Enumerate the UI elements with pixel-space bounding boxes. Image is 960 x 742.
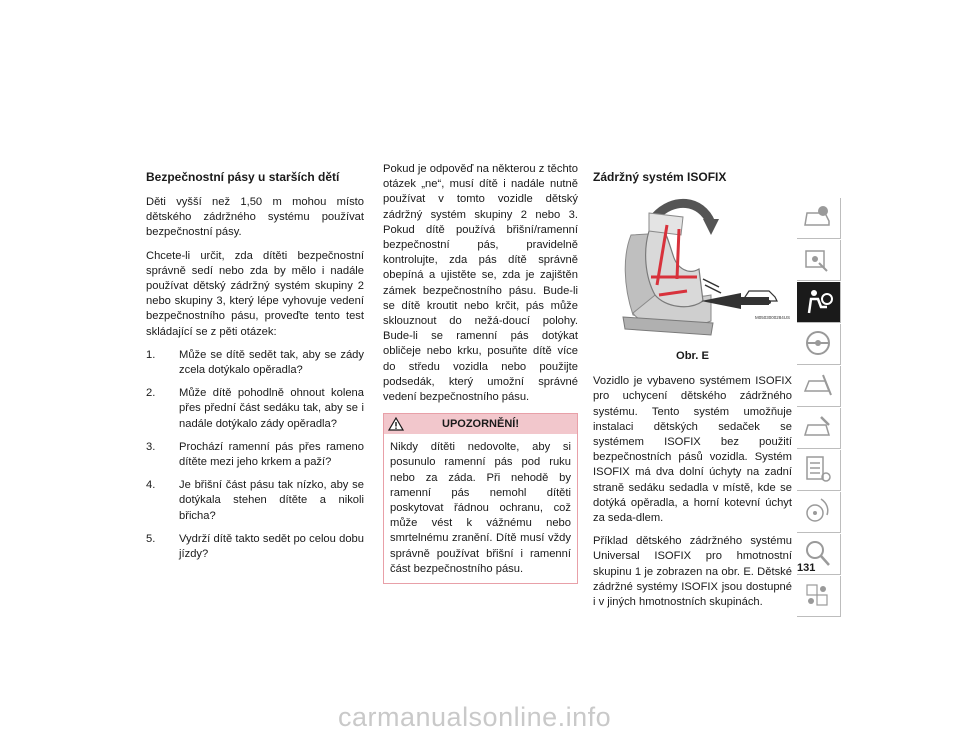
- list-number: 3.: [146, 440, 156, 453]
- list-text: Prochází ramenní pás přes rameno dítěte mezi jeho krkem a paží?: [179, 440, 364, 469]
- list-text: Může dítě pohodlně ohnout kolena přes přední část sedáku tak, aby se i nadále dotýkalo zády opěradla?: [179, 387, 364, 430]
- chapter-tabs: [797, 198, 841, 618]
- tab-dashboard[interactable]: [797, 198, 841, 239]
- language-icon: [801, 579, 835, 611]
- paragraph: Pokud je odpověď na některou z těchto otázek „ne“, musí dítě i nadále nutně používat v tomto vozidle dětský zádržný systém skupiny 2 nebo 3. Pokud dítě používá břišní/ramenní bezpečnostní pás, pravidelně kontrolujte, zda pás dítě správně obepíná a ujistěte se, zda je zajištěn zámek bezpečnostního pásu. Bude-li se dítě kroutit nebo krčit, pás může sklouznout do nežá-doucí polohy. Bude-li se ramenní pás dotýkat obličeje nebo krku, posuňte dítě více do středu vozidla nebo použijte podsedák, který umožní správné vedení bezpečnostního pásu.: [383, 163, 578, 404]
- list-number: 1.: [146, 348, 156, 361]
- list-item: [146, 348, 364, 378]
- tab-emergency[interactable]: [797, 366, 841, 407]
- section-heading-seatbelts: Bezpečnostní pásy u starších dětí: [146, 170, 340, 184]
- middle-column: [383, 162, 578, 584]
- list-text: Je břišní část pásu tak nízko, aby se dotýkala stehen dítěte a nikoli břicha?: [179, 479, 364, 522]
- tab-language[interactable]: [797, 576, 841, 617]
- tab-warning-lights[interactable]: [797, 240, 841, 281]
- list-number: 2.: [146, 387, 156, 400]
- car-maintenance-icon: [801, 411, 835, 443]
- figure-caption: Obr. E: [676, 350, 709, 362]
- airbag-safety-icon: [801, 285, 835, 317]
- paragraph: Vozidlo je vybaveno systémem ISOFIX pro uchycení dětského zádržného systému. Tento systém umožňuje instalaci dětských sedaček se systémem ISOFIX bez použití bezpečnostních pásů vozidla. Systém ISOFIX má dva dolní úchyty na zadní straně sedáku sedadla v místě, kde se dotýká opěradla, a horní kotevní úchyt za seda-dlem.: [593, 375, 792, 525]
- list-text: Může se dítě sedět tak, aby se zády zcela dotýkalo opěradla?: [179, 348, 364, 377]
- isofix-figure: [593, 195, 792, 345]
- tab-multimedia[interactable]: [797, 492, 841, 533]
- tab-driving[interactable]: [797, 324, 841, 365]
- list-number: 5.: [146, 532, 156, 545]
- warning-header: [384, 414, 577, 434]
- warning-title: UPOZORNĚNÍ!: [442, 418, 519, 431]
- right-column: [593, 170, 792, 618]
- list-number: 4.: [146, 479, 156, 492]
- steering-wheel-icon: [801, 327, 835, 359]
- specifications-list-icon: [801, 453, 835, 485]
- multimedia-icon: [801, 495, 835, 527]
- list-item: [146, 532, 364, 562]
- tab-maintenance[interactable]: [797, 408, 841, 449]
- dashboard-icon: [801, 201, 835, 233]
- list-text: Vydrží dítě takto sedět po celou dobu jízdy?: [179, 532, 364, 561]
- paragraph: Děti vyšší než 1,50 m mohou místo dětského zádržného systému používat bezpečnostní pásy.: [146, 196, 364, 239]
- tab-specifications[interactable]: [797, 450, 841, 491]
- emergency-car-icon: [801, 369, 835, 401]
- figure-code: M0503000284US: [755, 315, 791, 320]
- paragraph: Příklad dětského zádržného systému Universal ISOFIX pro hmotnostní skupinu 1 je zobrazen na obr. E. Dětské zádržné systémy ISOFIX jsou dostupné i v jiných hmotnostních skupinách.: [593, 535, 792, 609]
- paragraph: Chcete-li určit, zda dítěti bezpečnostní správně sedí nebo zda by mělo i nadále používat dětský zádržný systém skupiny 2 nebo skupiny 3, který lépe vyhovuje vedení bezpečnostního pásu, proveďte tento test skládající se z pěti otázek:: [146, 249, 364, 338]
- warning-text: Nikdy dítěti nedovolte, aby si posunulo ramenní pás pod ruku nebo za záda. Při nehodě by ramenní pás nemohl dítěti poskytovat řádnou ochranu, což může vést k vážnému nebo smrtelnému zranění. Dítě musí vždy správně používat břišní i ramenní část bezpečnostního pásu.: [390, 441, 571, 575]
- warning-box: [383, 413, 578, 584]
- page-number: 131: [797, 562, 816, 574]
- list-item: [146, 478, 364, 524]
- list-item: [146, 386, 364, 432]
- warning-lights-icon: [801, 243, 835, 275]
- child-seat-illustration: [593, 195, 792, 345]
- section-heading-isofix: Zádržný systém ISOFIX: [593, 170, 727, 184]
- question-list: [146, 348, 364, 562]
- tab-safety[interactable]: [797, 282, 841, 323]
- watermark: carmanualsonline.info: [338, 702, 612, 732]
- list-item: [146, 440, 364, 470]
- left-column: [146, 170, 364, 570]
